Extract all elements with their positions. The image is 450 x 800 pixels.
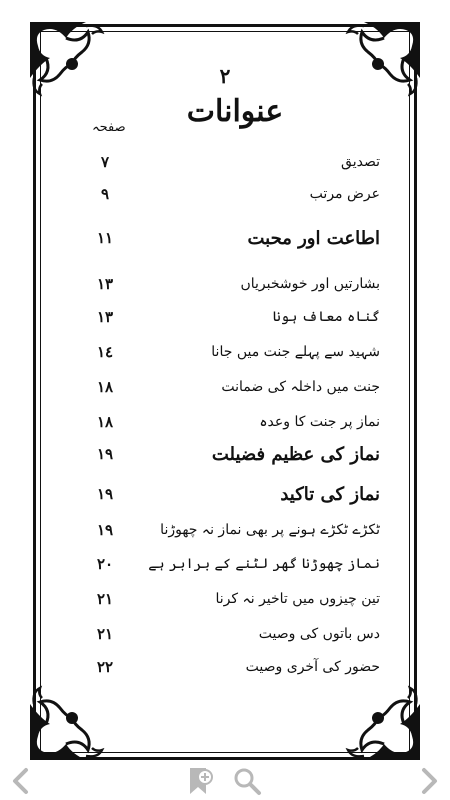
toc-entry-title: جنت میں داخلہ کی ضمانت bbox=[221, 379, 380, 395]
toc-page-number: ٢١ bbox=[96, 590, 114, 608]
toc-row[interactable] bbox=[60, 437, 380, 471]
magnifier-icon[interactable] bbox=[232, 766, 262, 796]
toc-page-number: ٩ bbox=[100, 185, 110, 203]
toc-page-number: ٧ bbox=[100, 153, 110, 171]
toc-row[interactable] bbox=[60, 267, 380, 301]
page-column-header: صفحہ bbox=[92, 120, 126, 135]
toc-row[interactable] bbox=[60, 335, 380, 369]
page-number: ٢ bbox=[219, 64, 231, 88]
toc-entry-title: نماز پر جنت کا وعدہ bbox=[259, 414, 380, 430]
corner-ornament-top-left bbox=[26, 18, 112, 104]
toc-page-number: ١١ bbox=[96, 229, 114, 247]
toc-entry-title: شہید سے پہلے جنت میں جانا bbox=[211, 344, 380, 360]
chevron-right-icon[interactable] bbox=[414, 766, 444, 796]
toc-row[interactable] bbox=[60, 405, 380, 439]
toc-row[interactable] bbox=[60, 300, 380, 334]
toc-row[interactable] bbox=[60, 617, 380, 651]
toc-row[interactable] bbox=[60, 650, 380, 684]
toc-entry-title: عرض مرتب bbox=[309, 186, 380, 202]
toc-row[interactable] bbox=[60, 547, 380, 581]
toc-row[interactable] bbox=[60, 370, 380, 404]
toc-entry-title: اطاعت اور محبت bbox=[247, 227, 380, 249]
toc-page-number: ١٨ bbox=[96, 378, 114, 396]
toc-row[interactable] bbox=[60, 221, 380, 255]
toc-page-number: ١٩ bbox=[96, 445, 114, 463]
corner-ornament-bottom-left bbox=[26, 678, 112, 764]
bookmark-add-icon[interactable] bbox=[186, 766, 214, 796]
toc-page-number: ٢٠ bbox=[96, 555, 114, 573]
chevron-left-icon[interactable] bbox=[6, 766, 36, 796]
toc-entry-title: دس باتوں کی وصیت bbox=[258, 626, 380, 642]
toc-page-number: ١٣ bbox=[96, 308, 114, 326]
corner-ornament-top-right bbox=[338, 18, 424, 104]
toc-entry-title: بشارتیں اور خوشخبریاں bbox=[240, 276, 380, 292]
toc-page-number: ١٨ bbox=[96, 413, 114, 431]
toc-row[interactable] bbox=[60, 477, 380, 511]
toc-page-number: ١٩ bbox=[96, 521, 114, 539]
toc-page-number: ١٣ bbox=[96, 275, 114, 293]
toc-entry-title: حضور کی آخری وصیت bbox=[245, 659, 380, 675]
toc-entry-title: ٹکڑے ٹکڑے ہونے پر بھی نماز نہ چھوڑنا bbox=[160, 522, 380, 538]
toc-page-number: ٢١ bbox=[96, 625, 114, 643]
corner-ornament-bottom-right bbox=[338, 678, 424, 764]
toc-page-number: ٢٢ bbox=[96, 658, 114, 676]
toc-page-number: ١٤ bbox=[96, 343, 114, 361]
toc-row[interactable] bbox=[60, 513, 380, 547]
toc-entry-title: تین چیزوں میں تاخیر نہ کرنا bbox=[215, 591, 380, 607]
toc-entry-title: تصدیق bbox=[341, 154, 380, 170]
toc-entry-title: نماز چھوڑنا گھر لٹنے کے برابر ہے bbox=[148, 556, 380, 572]
toc-entry-title: نماز کی عظیم فضیلت bbox=[211, 443, 380, 465]
toc-entry-title: نماز کی تاکید bbox=[280, 483, 380, 505]
toc-row[interactable] bbox=[60, 582, 380, 616]
toc-entry-title: گناہ معاف ہونا bbox=[272, 309, 380, 325]
toc-row[interactable] bbox=[60, 145, 380, 179]
reader-toolbar bbox=[0, 762, 450, 800]
toc-page-number: ١٩ bbox=[96, 485, 114, 503]
toc-row[interactable] bbox=[60, 177, 380, 211]
toc-heading: عنوانات bbox=[186, 94, 284, 129]
